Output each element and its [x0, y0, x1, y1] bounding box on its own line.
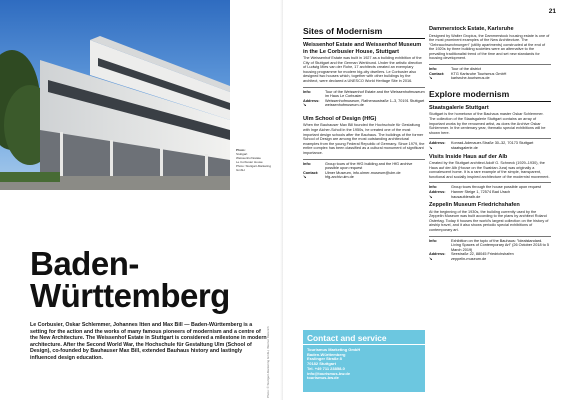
contact-title: Contact and service [303, 330, 425, 345]
contact-email[interactable]: info@tourismus-bw.de [307, 370, 351, 376]
building-photo [0, 0, 230, 190]
info-value: Weissenhofmuseum, Rathenaustraße 1–3, 70191 Stuttgart [325, 98, 425, 103]
photo-credit-text: Photo: © Stuttgart-Marketing GmbH, Werner Dieterich [266, 326, 270, 398]
item-body: When the Bauhauser Max Bill founded the Hochschule für Gestaltung with Inge Aicher-Scholl in the 1950s, he created one of the most important design schools after the Bauhaus. The buildings of the former School of Design are among the most outstanding architectural examples from the young Federal Republic of Germany. Since 1979, the entire complex has been classified as a cultural monument of significant importance. [303, 123, 425, 155]
info-value: Tour of the Weissenhof Estate and the Weissenhofmuseum im Haus Le Corbusier [325, 89, 425, 99]
info-value: Hanner Steige 1, 72574 Bad Urach [451, 189, 511, 194]
page-number: 21 [548, 8, 556, 15]
website-link[interactable]: zeppelin-museum.de [451, 257, 487, 261]
info-value: Tour of the district [451, 67, 481, 72]
info-label: Contact: [303, 170, 319, 175]
info-row [429, 195, 551, 200]
info-row [303, 175, 425, 180]
section-title: Explore modernism [429, 89, 551, 102]
info-block [429, 236, 551, 262]
photo-caption [236, 148, 278, 172]
info-value: Ulmer Museum, info.ulmer-museum@ulm.de [325, 170, 401, 175]
info-block [303, 159, 425, 180]
caption-line: Stuttgart [236, 152, 248, 156]
contact-line: Esslinger Straße 8 [307, 356, 342, 362]
contact-website[interactable]: tourismus-bw.de [307, 375, 339, 381]
info-label: Info: [429, 67, 438, 72]
title-line: Württemberg [30, 277, 230, 314]
section-title: Sites of Modernism [303, 26, 425, 39]
title-line: Baden- [30, 245, 139, 282]
item-body: At the beginning of the 1930s, the building currently used by the Zeppelin Museum was built according to the plans by architect Roland Ostertag. Today it houses the world's largest collection on the history of airship travel, and it also shows periodic special exhibitions of contemporary art. [429, 209, 549, 233]
link-arrow-icon: ↘ [429, 194, 433, 199]
info-label: Address: [429, 252, 446, 257]
info-value: KTG Karlsruhe Tourismus GmbH [451, 71, 507, 76]
info-row [429, 257, 551, 262]
item-title: Ulm School of Design (HfG) [303, 115, 377, 122]
info-row [429, 146, 551, 151]
info-label: Info: [303, 89, 312, 94]
item-title: Zeppelin Museum Friedrichshafen [429, 202, 520, 209]
item-title: Visits Inside Haus auf der Alb [429, 153, 508, 160]
contact-line: Baden-Württemberg [307, 351, 346, 357]
info-row [303, 162, 425, 171]
item-body: The Weissenhof Estate was built in 1927 as a building exhibition of the City of Stuttgart and the German Werkbund. Under the artistic direction of Ludwig Mies van der Rohe, 17 architects created an exemplary housing programme for modern big-city dwellers. Le Corbusier also designed two houses which, together with other buildings by the architect, were declared a UNESCO World Heritage Site in 2016. [303, 56, 423, 83]
website-link[interactable]: karlsruhe-tourismus.de [451, 76, 490, 81]
column-left [303, 26, 425, 183]
caption-line: Le Corbusier House [236, 160, 263, 164]
website-link[interactable]: hfg-archiv.ulm.de [325, 175, 354, 180]
intro-paragraph: Le Corbusier, Oskar Schlemmer, Johannes Itten and Max Bill — Baden-Württemberg is a setting for the action and the works of many famous pioneers of modernism and a centre of the New Architecture. The Weissenhof Estate in Stuttgart is considered a milestone in modern architecture. After the Second World War, the Hochschule für Gestaltung Ulm (School of Design), co-founded by Bauhauser Max Bill, extended Bauhaus history and lastingly influenced design education. [30, 322, 267, 361]
link-arrow-icon: ↘ [303, 175, 307, 180]
info-label: Info: [429, 185, 438, 190]
item-title: Staatsgalerie Stuttgart [429, 104, 489, 111]
website-link[interactable]: staatsgalerie.de [451, 145, 478, 150]
page-title [30, 245, 270, 314]
info-value: Group tours of the HfG building and the HfG archive possible upon request [325, 161, 413, 171]
info-value: Group tours through the house possible upon request [451, 185, 541, 190]
link-arrow-icon: ↘ [429, 257, 433, 261]
info-label: Address: [429, 141, 446, 146]
caption-line: Photo: Stuttgart-Marketing GmbH [236, 164, 272, 172]
item-body: Stuttgart is the hometown of the Bauhaus master Oskar Schlemmer. The collection of the Staatsgalerie Stuttgart contains an array of important works by the renowned artist, as does the Archive Oskar Schlemmer. In the centenary year, thematic special exhibitions will be shown here. [429, 112, 546, 135]
info-block [429, 64, 551, 81]
website-link[interactable]: weissenhofmuseum.de [325, 103, 364, 108]
caption-label: Photo: [236, 148, 246, 152]
info-value: Konrad-Adenauer-Straße 30–32, 70173 Stuttgart [451, 141, 534, 146]
contact-box [303, 330, 425, 392]
info-row [303, 90, 425, 99]
info-block [429, 138, 551, 150]
info-label: Info: [303, 161, 312, 166]
contact-phone[interactable]: Tel. +49 711 23858-0 [307, 365, 345, 371]
info-label: Contact: [429, 71, 445, 76]
info-row [303, 103, 425, 108]
right-page [283, 0, 566, 400]
info-label: Address: [429, 189, 446, 194]
contact-line: 70182 Stuttgart [307, 361, 336, 367]
info-row [429, 76, 551, 81]
info-value: Exhibition on the topic of the Bauhaus: "Idealstandard. Living Spaces of Contemporary Art" (26 October 2018 to 5 March 2019) [451, 238, 550, 252]
contact-details [303, 347, 425, 382]
info-block [303, 87, 425, 108]
website-link[interactable]: hausaufderalb.de [451, 194, 481, 199]
item-body: Created by the Stuttgart architect Adolf G. Schneck (1929–1930), the Haus auf der Alb (House on the Swabian Jura) was originally a convalescent home. It is a rare example of the simple, transparent, functional and socially inspired architecture of the modernist movement. [429, 161, 550, 179]
caption-line: Weissenhof Estate [236, 156, 261, 160]
info-label: Address: [303, 98, 320, 103]
info-block [429, 182, 551, 199]
info-value: Seestraße 22, 88045 Friedrichshafen [451, 252, 514, 257]
item-title: Weissenhof Estate and Weissenhof Museum in the Le Corbusier House, Stuttgart [303, 42, 422, 55]
link-arrow-icon: ↘ [303, 103, 307, 108]
link-arrow-icon: ↘ [429, 145, 433, 150]
link-arrow-icon: ↘ [429, 76, 433, 81]
contact-line: Tourismus Marketing GmbH [307, 347, 361, 352]
item-body: Designed by Walter Gropius, the Dammerstock housing estate is one of the most prominent examples of the New Architecture. The "Gebrauchswohnungen" (utility apartments) constructed at the end of the 1920s by three building societies were an alternative to the prevailing traditionalist trend of the time and set new standards for housing development. [429, 33, 550, 61]
item-title: Dammerstock Estate, Karlsruhe [429, 26, 514, 32]
info-row [429, 239, 551, 253]
column-right [429, 26, 551, 265]
info-label: Info: [429, 238, 438, 243]
